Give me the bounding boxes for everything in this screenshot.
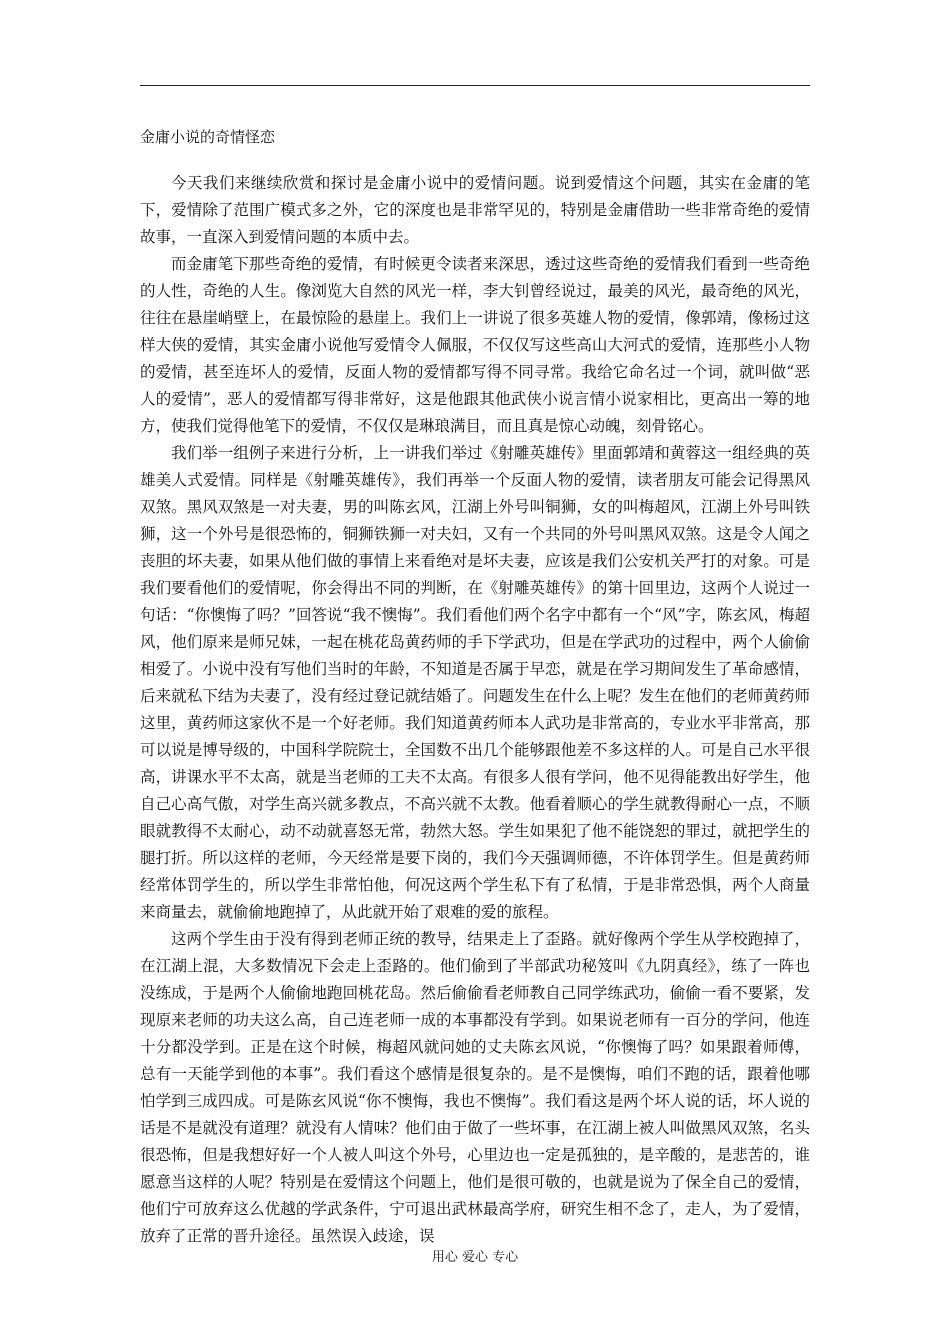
header-rule bbox=[140, 85, 810, 86]
paragraph-1: 今天我们来继续欣赏和探讨是金庸小说中的爱情问题。说到爱情这个问题，其实在金庸的笔下，爱情除了范围广模式多之外，它的深度也是非常罕见的，特别是金庸借助一些非常奇绝的爱情故事，一直深入到爱情问题的本质中去。 bbox=[140, 174, 810, 246]
document-title: 金庸小说的奇情怪恋 bbox=[140, 128, 276, 146]
document-body bbox=[140, 170, 810, 1250]
paragraph-4: 这两个学生由于没有得到老师正统的教导，结果走上了歪路。就好像两个学生从学校跑掉了，在江湖上混，大多数情况下会走上歪路的。他们偷到了半部武功秘笈叫《九阴真经》，练了一阵也没练成，于是两个人偷偷地跑回桃花岛。然后偷偷看老师教自己同学练武功，偷偷一看不要紧，发现原来老师的功夫这么高，自己连老师一成的本事都没有学到。如果说老师有一百分的学问，他连十分都没学到。正是在这个时候，梅超风就问她的丈夫陈玄风说，“你懊悔了吗？如果跟着师傅，总有一天能学到他的本事”。我们看这个感情是很复杂的。是不是懊悔，咱们不跑的话，跟着他哪怕学到三成四成。可是陈玄风说“你不懊悔，我也不懊悔”。我们看这是两个坏人说的话，坏人说的话是不是就没有道理？就没有人情味？他们由于做了一些坏事，在江湖上被人叫做黑风双煞，名头很恐怖，但是我想好好一个人被人叫这个外号，心里边也一定是孤独的，是辛酸的，是悲苦的，谁愿意当这样的人呢？特别是在爱情这个问题上，他们是很可敬的，也就是说为了保全自己的爱情，他们宁可放弃这么优越的学武条件，宁可退出武林最高学府，研究生相不念了，走人，为了爱情，放弃了正常的晋升途径。虽然误入歧途，误 bbox=[140, 930, 810, 1245]
paragraph-3: 我们举一组例子来进行分析，上一讲我们举过《射雕英雄传》里面郭靖和黄蓉这一组经典的英雄美人式爱情。同样是《射雕英雄传》，我们再举一个反面人物的爱情，读者朋友可能会记得黑风双煞。黑风双煞是一对夫妻，男的叫陈玄风，江湖上外号叫铜狮，女的叫梅超风，江湖上外号叫铁狮，这一个外号是很恐怖的，铜狮铁狮一对夫妇，又有一个共同的外号叫黑风双煞。这是令人闻之丧胆的坏夫妻，如果从他们做的事情上来看绝对是坏夫妻，应该是我们公安机关严打的对象。可是我们要看他们的爱情呢，你会得出不同的判断，在《射雕英雄传》的第十回里边，这两个人说过一句话：“你懊悔了吗？”回答说“我不懊悔”。我们看他们两个名字中都有一个“风”字，陈玄风，梅超风，他们原来是师兄妹，一起在桃花岛黄药师的手下学武功，但是在学武功的过程中，两个人偷偷相爱了。小说中没有写他们当时的年龄，不知道是否属于早恋，就是在学习期间发生了革命感情，后来就私下结为夫妻了，没有经过登记就结婚了。问题发生在什么上呢？发生在他们的老师黄药师这里，黄药师这家伙不是一个好老师。我们知道黄药师本人武功是非常高的，专业水平非常高，那可以说是博导级的，中国科学院院士，全国数不出几个能够跟他差不多这样的人。可是自己水平很高，讲课水平不太高，就是当老师的工夫不太高。有很多人很有学问，他不见得能教出好学生，他自己心高气傲，对学生高兴就多教点，不高兴就不太教。他看着顺心的学生就教得耐心一点，不顺眼就教得不太耐心，动不动就喜怒无常，勃然大怒。学生如果犯了他不能饶恕的罪过，就把学生的腿打折。所以这样的老师，今天经常是要下岗的，我们今天强调师德，不许体罚学生。但是黄药师经常体罚学生的，所以学生非常怕他，何况这两个学生私下有了私情，于是非常恐惧，两个人商量来商量去，就偷偷地跑掉了，从此就开始了艰难的爱的旅程。 bbox=[140, 444, 810, 921]
page-footer: 用心 爱心 专心 bbox=[431, 1250, 519, 1265]
paragraph-2: 而金庸笔下那些奇绝的爱情，有时候更令读者来深思，透过这些奇绝的爱情我们看到一些奇绝的人性，奇绝的人生。像浏览大自然的风光一样，李大钊曾经说过，最美的风光，最奇绝的风光，往往在悬崖峭壁上，在最惊险的悬崖上。我们上一讲说了很多英雄人物的爱情，像郭靖，像杨过这样大侠的爱情，其实金庸小说他写爱情令人佩服，不仅仅写这些高山大河式的爱情，连那些小人物的爱情，甚至连坏人的爱情，反面人物的爱情都写得不同寻常。我给它命名过一个词，就叫做“恶人的爱情”，恶人的爱情都写得非常好，这是他跟其他武侠小说言情小说家相比，更高出一筹的地方，使我们觉得他笔下的爱情，不仅仅是琳琅满目，而且真是惊心动魄，刻骨铭心。 bbox=[140, 255, 810, 435]
